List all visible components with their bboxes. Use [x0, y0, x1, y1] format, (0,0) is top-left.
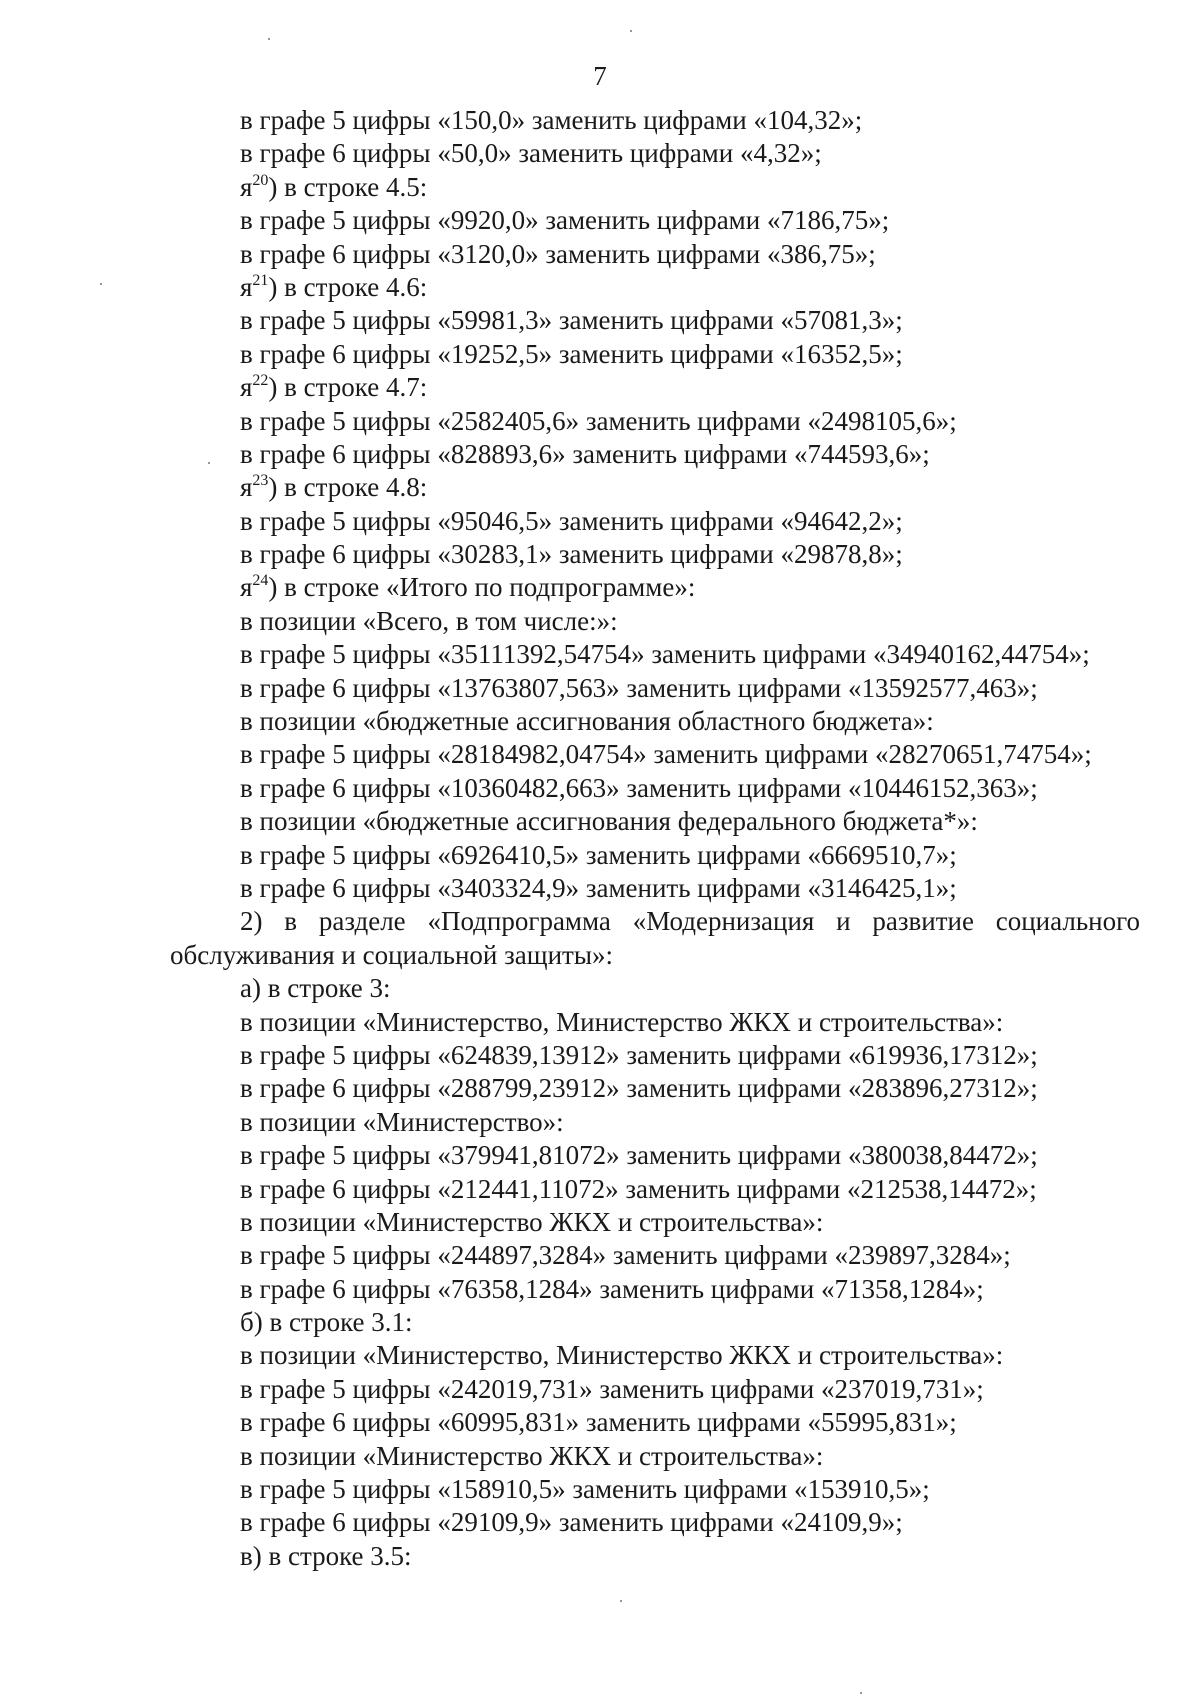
item-letter: я [240, 171, 253, 202]
text-line [170, 839, 1140, 872]
text-line [170, 1039, 1140, 1072]
line-text: в графе 6 цифры «50,0» заменить цифрами «4,32»; [240, 138, 822, 169]
line-text: в графе 5 цифры «244897,3284» заменить цифрами «239897,3284»; [240, 1240, 1011, 1271]
line-text: в графе 5 цифры «28184982,04754» заменить цифрами «28270651,74754»; [240, 739, 1092, 770]
text-line [170, 1473, 1140, 1506]
line-text: ) в строке «Итого по подпрограмме»: [268, 572, 696, 603]
text-line [170, 1206, 1140, 1239]
text-line [170, 238, 1140, 271]
line-text: в графе 5 цифры «2582405,6» заменить цифрами «2498105,6»; [240, 405, 957, 436]
text-line [170, 672, 1140, 705]
text-line [170, 939, 1140, 972]
scan-speck [100, 283, 102, 285]
text-line [170, 471, 1140, 504]
line-text: в позиции «Всего, в том числе:»: [240, 605, 618, 636]
line-text: в графе 5 цифры «150,0» заменить цифрами «104,32»; [240, 105, 863, 135]
scan-speck [208, 462, 210, 464]
line-text: в графе 6 цифры «288799,23912» заменить цифрами «283896,27312»; [240, 1073, 1038, 1104]
text-line [170, 1440, 1140, 1473]
text-line [170, 171, 1140, 204]
line-text: в графе 5 цифры «95046,5» заменить цифрами «94642,2»; [240, 505, 903, 536]
item-superscript: 20 [252, 171, 269, 189]
line-text: обслуживания и социальной защиты»: [170, 939, 613, 970]
text-line [170, 505, 1140, 538]
text-line [170, 805, 1140, 838]
text-line [170, 304, 1140, 337]
line-text: а) в строке 3: [240, 973, 391, 1004]
line-text: в позиции «Министерство ЖКХ и строительства»: [240, 1440, 824, 1471]
text-line [170, 1139, 1140, 1172]
line-text: ) в строке 4.8: [268, 472, 428, 503]
text-line [170, 905, 1140, 938]
item-superscript: 22 [252, 372, 269, 390]
text-line [170, 1540, 1140, 1573]
text-line [170, 705, 1140, 738]
text-line [170, 371, 1140, 404]
text-line [170, 1072, 1140, 1105]
text-line [170, 1273, 1140, 1306]
line-text: в позиции «Министерство»: [240, 1106, 564, 1137]
line-text: б) в строке 3.1: [240, 1307, 413, 1338]
text-line [170, 1339, 1140, 1372]
scan-speck [630, 30, 632, 32]
text-line [170, 1239, 1140, 1272]
text-line [170, 104, 1140, 137]
line-text: в графе 6 цифры «19252,5» заменить цифрами «16352,5»; [240, 338, 903, 369]
text-line [170, 1373, 1140, 1406]
line-text: в графе 6 цифры «29109,9» заменить цифрами «24109,9»; [240, 1507, 903, 1538]
item-superscript: 24 [252, 572, 269, 590]
line-text: в позиции «Министерство, Министерство ЖКХ и строительства»: [240, 1006, 1004, 1037]
line-text: в позиции «Министерство, Министерство ЖКХ и строительства»: [240, 1340, 1004, 1371]
scan-speck [620, 1600, 622, 1602]
text-line [170, 1006, 1140, 1039]
line-text: в графе 6 цифры «30283,1» заменить цифрами «29878,8»; [240, 539, 903, 570]
item-superscript: 21 [252, 271, 269, 289]
text-line [170, 271, 1140, 304]
line-text: в графе 5 цифры «624839,13912» заменить цифрами «619936,17312»; [240, 1039, 1038, 1070]
scan-speck [268, 38, 270, 40]
text-line [170, 204, 1140, 237]
line-text: в графе 6 цифры «13763807,563» заменить цифрами «13592577,463»; [240, 672, 1038, 703]
line-text: ) в строке 4.6: [268, 271, 428, 302]
item-letter: я [240, 572, 253, 603]
text-line [170, 137, 1140, 170]
line-text: в графе 5 цифры «9920,0» заменить цифрами «7186,75»; [240, 205, 890, 236]
line-text: в графе 6 цифры «828893,6» заменить цифрами «744593,6»; [240, 438, 930, 469]
text-line [170, 1506, 1140, 1539]
line-text: в графе 6 цифры «10360482,663» заменить цифрами «10446152,363»; [240, 772, 1038, 803]
text-line [170, 738, 1140, 771]
text-line [170, 338, 1140, 371]
line-text: ) в строке 4.7: [268, 372, 428, 403]
document-body [170, 104, 1140, 1573]
line-text: в графе 5 цифры «158910,5» заменить цифрами «153910,5»; [240, 1474, 930, 1505]
text-line [170, 405, 1140, 438]
line-text: в позиции «бюджетные ассигнования областного бюджета»: [240, 706, 934, 737]
line-text: в графе 5 цифры «59981,3» заменить цифрами «57081,3»; [240, 305, 903, 336]
text-line [170, 438, 1140, 471]
text-line [170, 605, 1140, 638]
line-text: в графе 6 цифры «212441,11072» заменить цифрами «212538,14472»; [240, 1173, 1037, 1204]
text-line [170, 1406, 1140, 1439]
line-text: в графе 6 цифры «3120,0» заменить цифрами «386,75»; [240, 238, 876, 269]
item-superscript: 23 [252, 472, 269, 490]
scan-speck [860, 1692, 862, 1694]
text-line [170, 638, 1140, 671]
line-text: в графе 5 цифры «6926410,5» заменить цифрами «6669510,7»; [240, 839, 957, 870]
line-text: ) в строке 4.5: [268, 171, 428, 202]
line-text: в графе 6 цифры «3403324,9» заменить цифрами «3146425,1»; [240, 872, 957, 903]
item-letter: я [240, 472, 253, 503]
text-line [170, 1106, 1140, 1139]
item-letter: я [240, 372, 253, 403]
text-line [170, 1306, 1140, 1339]
line-text: в) в строке 3.5: [240, 1540, 412, 1571]
text-line [170, 872, 1140, 905]
text-line [170, 772, 1140, 805]
line-text: в графе 5 цифры «35111392,54754» заменить цифрами «34940162,44754»; [240, 639, 1090, 670]
line-text: в позиции «бюджетные ассигнования федерального бюджета*»: [240, 806, 978, 837]
line-text: в графе 5 цифры «379941,81072» заменить цифрами «380038,84472»; [240, 1140, 1038, 1171]
text-line [170, 538, 1140, 571]
item-letter: я [240, 271, 253, 302]
page-number: 7 [593, 61, 607, 91]
line-text: в графе 6 цифры «60995,831» заменить цифрами «55995,831»; [240, 1407, 957, 1438]
text-line [170, 571, 1140, 604]
line-text: 2) в разделе «Подпрограмма «Модернизация и развитие социального [240, 906, 1140, 937]
text-line [170, 1173, 1140, 1206]
line-text: в позиции «Министерство ЖКХ и строительства»: [240, 1206, 824, 1237]
line-text: в графе 5 цифры «242019,731» заменить цифрами «237019,731»; [240, 1373, 984, 1404]
text-line [170, 972, 1140, 1005]
line-text: в графе 6 цифры «76358,1284» заменить цифрами «71358,1284»; [240, 1273, 984, 1304]
